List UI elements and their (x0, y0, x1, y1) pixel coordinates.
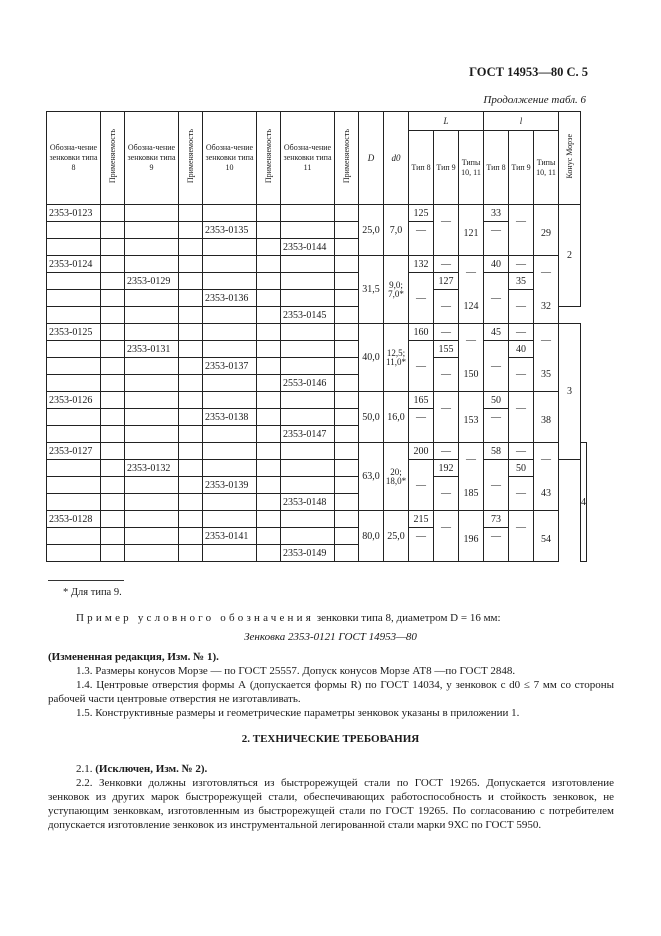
value-l-type9-dash: — (509, 324, 534, 341)
footnote: * Для типа 9. (63, 587, 122, 598)
value-L-type9-dash: — (434, 290, 459, 324)
code-type11: 2353-0144 (281, 239, 335, 256)
value-L-type9: — (434, 511, 459, 545)
value-l-type9: — (509, 392, 534, 426)
value-D: 31,5 (359, 256, 384, 324)
value-L-type9-dash: — (434, 443, 459, 460)
value-L-type9: 155 (434, 341, 459, 358)
table-continuation-label: Продолжение табл. 6 (483, 94, 586, 106)
value-l-type8: 50 (484, 392, 509, 409)
value-l-types1011-dash: — (534, 324, 559, 358)
value-L-type9: — (434, 392, 459, 426)
value-L-type8: 160 (409, 324, 434, 341)
header-application: Применяемость (101, 112, 125, 205)
value-l-type9-dash: — (509, 358, 534, 392)
header-design-type10: Обозна-чение зенковки типа 10 (203, 112, 257, 205)
code-type10: 2353-0139 (203, 477, 257, 494)
header-l-type8: Тип 8 (484, 131, 509, 205)
code-type8: 2353-0128 (47, 511, 101, 528)
value-l-type8-dash: — (484, 409, 509, 426)
value-l-type8: 40 (484, 256, 509, 273)
value-l-type8: 33 (484, 205, 509, 222)
header-design-type8: Обозна-чение зенковки типа 8 (47, 112, 101, 205)
value-L-type8-dash: — (409, 460, 434, 511)
header-l: l (484, 112, 559, 131)
value-l-type8-dash: — (484, 273, 509, 324)
value-L-type8-dash: — (409, 341, 434, 392)
code-type8: 2353-0123 (47, 205, 101, 222)
value-L-types1011-dash: — (459, 256, 484, 290)
value-L-type9-dash: — (434, 477, 459, 511)
code-type9: 2353-0131 (125, 341, 179, 358)
code-type11: 2553-0146 (281, 375, 335, 392)
value-L-types1011-dash: — (459, 443, 484, 477)
value-L-type8-dash: — (409, 273, 434, 324)
value-L-types1011-dash: — (459, 324, 484, 358)
value-l-type8-dash: — (484, 528, 509, 545)
value-L-type9-dash: — (434, 324, 459, 341)
code-type11: 2353-0145 (281, 307, 335, 324)
code-type9: 2353-0129 (125, 273, 179, 290)
value-D: 40,0 (359, 324, 384, 392)
header-design-type11: Обозна-чение зенковки типа 11 (281, 112, 335, 205)
header-application: Применяемость (257, 112, 281, 205)
value-l-type8-dash: — (484, 341, 509, 392)
morse-taper-3: 3 (559, 324, 581, 460)
value-d0: 9,0; 7,0* (384, 256, 409, 324)
value-l-type8-dash: — (484, 222, 509, 239)
value-l-type9-dash: — (509, 477, 534, 511)
value-d0: 16,0 (384, 392, 409, 443)
value-L-types1011: 185 (459, 477, 484, 511)
value-l-types1011: 32 (534, 290, 559, 324)
value-l-type9-dash: — (509, 290, 534, 324)
value-l-types1011: 35 (534, 358, 559, 392)
value-L-types1011: 150 (459, 358, 484, 392)
value-D: 25,0 (359, 205, 384, 256)
header-L: L (409, 112, 484, 131)
header-D: D (359, 112, 384, 205)
footnote-divider (48, 580, 124, 581)
value-L-type8-dash: — (409, 222, 434, 239)
value-l-type9-dash: — (509, 443, 534, 460)
header-d0: d0 (384, 112, 409, 205)
code-type11: 2353-0147 (281, 426, 335, 443)
value-l-types1011-dash: — (534, 443, 559, 477)
paragraph-2-1: 2.1. (Исключен, Изм. № 2). (76, 763, 208, 775)
header-L-type8: Тип 8 (409, 131, 434, 205)
value-D: 63,0 (359, 443, 384, 511)
code-type8: 2353-0126 (47, 392, 101, 409)
value-D: 80,0 (359, 511, 384, 562)
value-d0: 25,0 (384, 511, 409, 562)
code-type10: 2353-0135 (203, 222, 257, 239)
value-L-type9: 127 (434, 273, 459, 290)
header-design-type9: Обозна-чение зенковки типа 9 (125, 112, 179, 205)
value-L-types1011: 196 (459, 511, 484, 545)
value-d0: 12,5; 11,0* (384, 324, 409, 392)
value-d0: 20; 18,0* (384, 443, 409, 511)
value-L-type8-dash: — (409, 528, 434, 545)
value-L-type8: 132 (409, 256, 434, 273)
value-d0: 7,0 (384, 205, 409, 256)
header-morse-taper: Конус Морзе (559, 112, 581, 205)
section-title: 2. ТЕХНИЧЕСКИЕ ТРЕБОВАНИЯ (241, 733, 420, 745)
value-L-type8: 215 (409, 511, 434, 528)
value-L-type9-dash: — (434, 256, 459, 273)
standard-header: ГОСТ 14953—80 С. 5 (469, 65, 588, 79)
header-L-types1011: Типы 10, 11 (459, 131, 484, 205)
value-l-types1011-dash: — (534, 256, 559, 290)
value-L-type8: 165 (409, 392, 434, 409)
value-L-type9: — (434, 205, 459, 239)
value-L-types1011: 124 (459, 290, 484, 324)
value-L-type8-dash: — (409, 409, 434, 426)
code-type10: 2353-0138 (203, 409, 257, 426)
value-L-types1011: 121 (459, 205, 484, 239)
code-type10: 2353-0136 (203, 290, 257, 307)
value-l-type9: — (509, 511, 534, 545)
value-L-type9: 192 (434, 460, 459, 477)
header-l-type9: Тип 9 (509, 131, 534, 205)
value-L-types1011: 153 (459, 392, 484, 426)
code-type8: 2353-0124 (47, 256, 101, 273)
value-L-type9-dash: — (434, 358, 459, 392)
value-l-type9: — (509, 205, 534, 239)
value-l-type9: 40 (509, 341, 534, 358)
countersink-dimensions-table (46, 111, 587, 562)
value-D: 50,0 (359, 392, 384, 443)
value-l-type8-dash: — (484, 460, 509, 511)
value-l-type8: 45 (484, 324, 509, 341)
code-type11: 2353-0149 (281, 545, 335, 562)
morse-taper-4: 4 (581, 443, 587, 562)
paragraph-1-4: 1.4. Центровые отверстия формы А (допускается формы R) по ГОСТ 14034, у зенковок с d0 ≤ 7 мм со стороны рабочей части центровые отверстия не изготавливать. (48, 679, 614, 705)
designation-example-code: Зенковка 2353-0121 ГОСТ 14953—80 (244, 631, 417, 643)
value-l-type8: 58 (484, 443, 509, 460)
value-l-types1011: 54 (534, 511, 559, 545)
revision-note: (Измененная редакция, Изм. № 1). (48, 651, 219, 663)
header-L-type9: Тип 9 (434, 131, 459, 205)
paragraph-1-5: 1.5. Конструктивные размеры и геометрические параметры зенковок указаны в приложении 1. (76, 707, 520, 719)
code-type10: 2353-0141 (203, 528, 257, 545)
value-l-types1011: 43 (534, 477, 559, 511)
code-type8: 2353-0127 (47, 443, 101, 460)
value-l-type9-dash: — (509, 256, 534, 273)
paragraph-1-3: 1.3. Размеры конусов Морзе — по ГОСТ 25557. Допуск конусов Морзе АТ8 —по ГОСТ 2848. (76, 665, 516, 677)
designation-example: Пример условного обозначения зенковки типа 8, диаметром D = 16 мм: (76, 612, 501, 624)
header-application: Применяемость (335, 112, 359, 205)
value-l-types1011: 29 (534, 205, 559, 239)
value-L-type8: 125 (409, 205, 434, 222)
value-l-type9: 35 (509, 273, 534, 290)
code-type10: 2353-0137 (203, 358, 257, 375)
morse-taper-2: 2 (559, 205, 581, 307)
header-application: Применяемость (179, 112, 203, 205)
code-type11: 2353-0148 (281, 494, 335, 511)
value-L-type8: 200 (409, 443, 434, 460)
value-l-types1011: 38 (534, 392, 559, 426)
header-l-types1011: Типы 10, 11 (534, 131, 559, 205)
value-l-type8: 73 (484, 511, 509, 528)
paragraph-2-2: 2.2. Зенковки должны изготовляться из быстрорежущей стали по ГОСТ 19265. Допускается изготовление зенковок из других марок быстрорежущей стали, обеспечивающих работоспособность и стойкость зенковок, не уступающим зенковкам, изготовленным из быстрорежущей стали по ГОСТ 19265. По согласованию с потребителем допускается изготовление зенковок из инструментальной легированной стали марки 9ХС по ГОСТ 5950. (48, 777, 614, 831)
value-l-type9: 50 (509, 460, 534, 477)
code-type9: 2353-0132 (125, 460, 179, 477)
code-type8: 2353-0125 (47, 324, 101, 341)
